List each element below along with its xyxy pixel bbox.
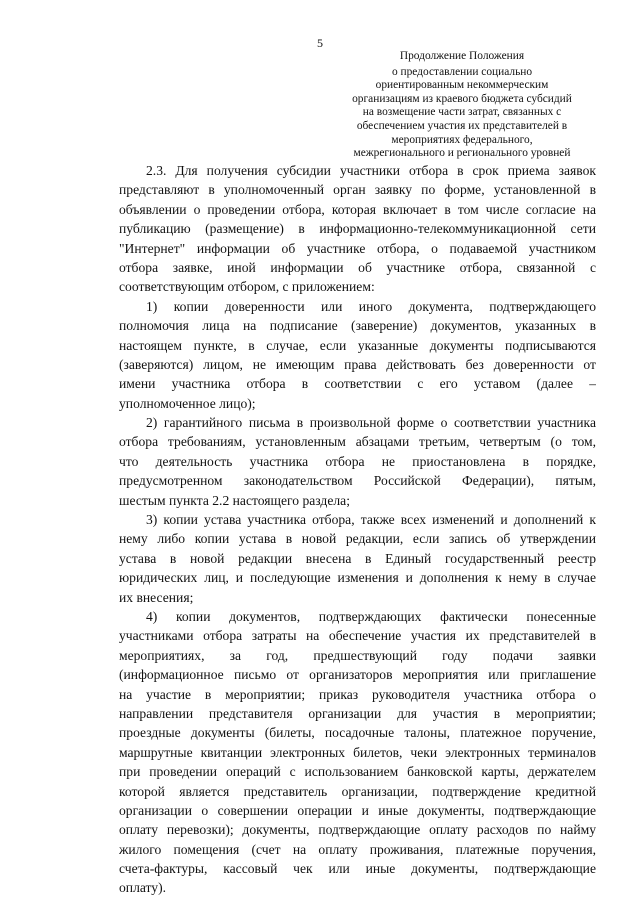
body-line: юридических лиц, и последующие изменения и дополнения к нему в случае xyxy=(119,570,596,586)
body-line: отбора требованиям, установленным абзацами третьим, четвертым (о том, xyxy=(119,434,596,450)
body-line: 1) копии доверенности или иного документа, подтверждающего xyxy=(146,298,596,314)
body-line: соответствующим отбором, с приложением: xyxy=(119,279,375,295)
header-line: мероприятиях федерального, xyxy=(391,133,533,146)
body-line: жилого помещения (счет на оплату проживания, платежные поручения, xyxy=(119,841,596,857)
body-line: имени участника отбора в соответствии с его уставом (далее – xyxy=(119,376,596,392)
body-line: полномочия лица на подписание (заверение) документов, указанных в xyxy=(119,318,596,334)
body-line: 3) копии устава участника отбора, также всех изменений и дополнений к xyxy=(146,512,596,528)
header-title: Продолжение Положения xyxy=(399,50,525,62)
body-line: маршрутные квитанции электронных билетов, чеки электронных терминалов xyxy=(119,744,596,760)
body-line: что деятельность участника отбора не приостановлена в порядке, xyxy=(119,453,596,469)
header-line: межрегионального и регионального уровней xyxy=(353,147,571,160)
body-line: при проведении операций с использованием банковской карты, держателем xyxy=(119,764,596,780)
document-header xyxy=(328,50,596,161)
body-line: "Интернет" информации об участнике отбора, о подаваемой участником xyxy=(119,240,596,256)
body-line: объявлении о проведении отбора, которая включает в том числе согласие на xyxy=(119,201,596,217)
body-line: представляют в уполномоченный орган заявку по форме, установленной в xyxy=(119,182,596,198)
body-line: которой является представитель организации, подтверждение кредитной xyxy=(119,783,596,799)
body-line: их внесения; xyxy=(119,589,194,605)
body-line: отбора заявке, иной информации об участнике отбора, связанной с xyxy=(119,259,596,275)
body-line: настоящем пункте, в случае, если указанные документы подписываются xyxy=(119,337,596,353)
body-line: участниками отбора затраты на обеспечение участия их представителей в xyxy=(119,628,596,644)
document-body xyxy=(119,161,596,898)
body-line: шестым пункта 2.2 настоящего раздела; xyxy=(119,492,350,508)
body-line: уполномоченное лицо); xyxy=(119,395,256,411)
body-line: нему либо копии устава в новой редакции, если запись об утверждении xyxy=(119,531,596,547)
body-line: (информационное письмо от организаторов мероприятия или приглашение xyxy=(119,667,596,683)
body-line: 2) гарантийного письма в произвольной форме о соответствии участника xyxy=(146,415,596,431)
body-line: публикацию (размещение) в информационно-телекоммуникационной сети xyxy=(119,221,596,237)
body-line: мероприятиях, за год, предшествующий году подачи заявки xyxy=(119,647,596,663)
header-line: ориентированным некоммерческим xyxy=(375,79,549,92)
body-line: оплату). xyxy=(119,880,167,896)
body-line: проездные документы (билеты, посадочные талоны, платежное поручение, xyxy=(119,725,596,741)
body-line: 2.3. Для получения субсидии участники отбора в срок приема заявок xyxy=(146,163,596,178)
page-number: 5 xyxy=(317,36,323,50)
body-line: устава в новой редакции внесена в Единый государственный реестр xyxy=(119,550,596,566)
body-line: на участие в мероприятии; приказ руководителя участника отбора о xyxy=(119,686,596,702)
body-line: (заверяются) лицом, не имеющим права действовать без доверенности от xyxy=(119,356,596,372)
body-line: оплату перевозки); документы, подтверждающие оплату расходов по найму xyxy=(119,822,596,838)
body-line: счета-фактуры, кассовый чек или иные документы, подтверждающие xyxy=(119,861,596,877)
header-line: о предоставлении социально xyxy=(391,65,533,78)
body-line: организации о совершении операции и иные документы, подтверждающие xyxy=(119,802,596,818)
header-line: обеспечением участия их представителей в xyxy=(356,119,568,132)
header-line: на возмещение части затрат, связанных с xyxy=(362,106,562,119)
header-line: организациям из краевого бюджета субсидий xyxy=(352,92,572,105)
body-line: направлении представителя организации для участия в мероприятии; xyxy=(119,705,596,721)
body-line: предусмотренном законодательством Российской Федерации), пятым, xyxy=(119,473,596,489)
body-line: 4) копии документов, подтверждающих фактически понесенные xyxy=(146,608,596,624)
